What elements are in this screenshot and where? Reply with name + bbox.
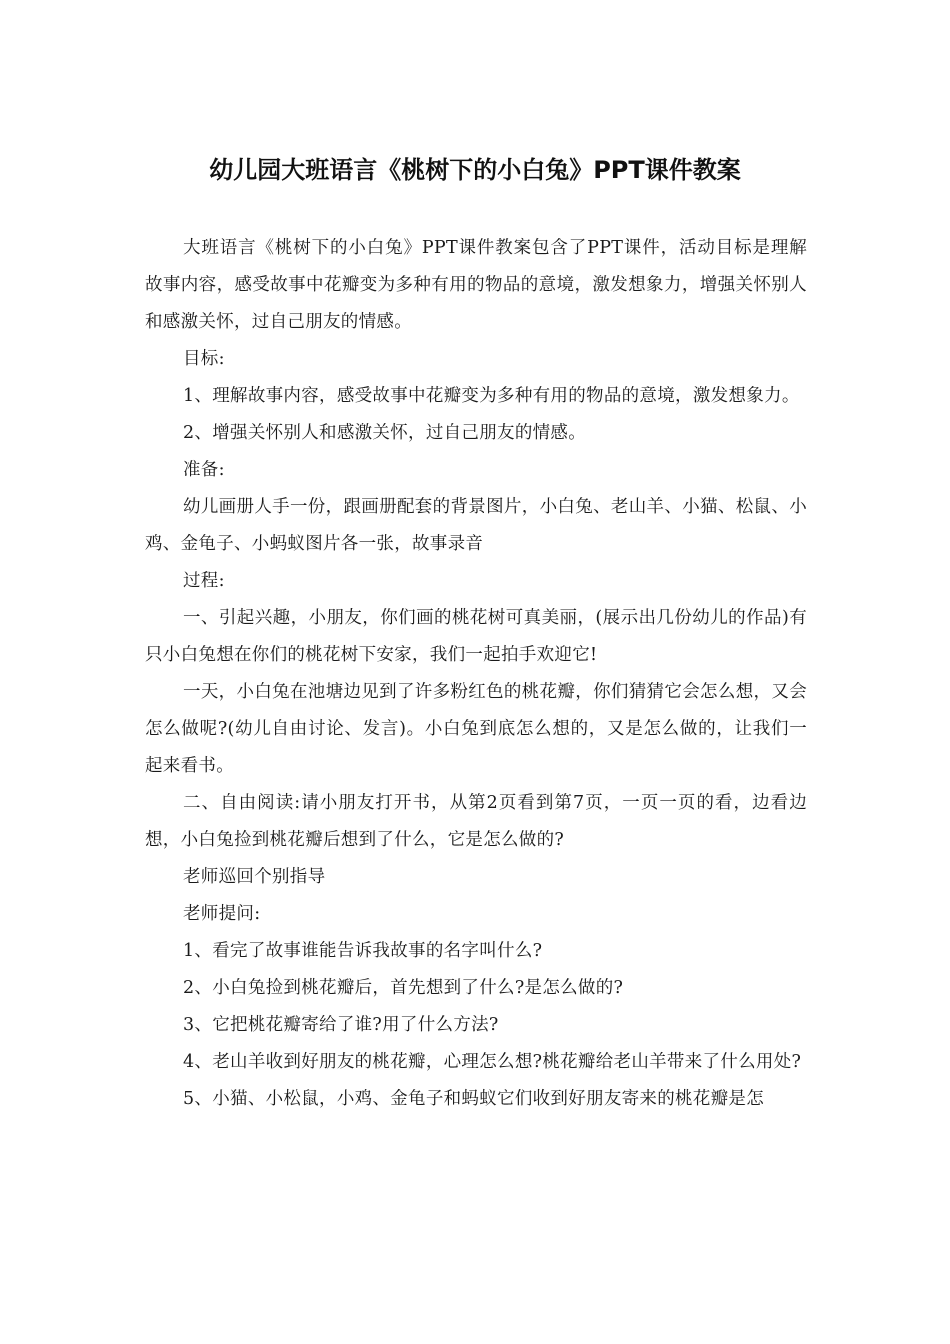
paragraph-step-2: 二、自由阅读:请小朋友打开书，从第2页看到第7页，一页一页的看，边看边想，小白兔捡到桃花瓣后想到了什么，它是怎么做的? xyxy=(145,793,807,850)
paragraph-goals-heading: 目标: xyxy=(183,349,225,369)
paragraph-goal-2: 2、增强关怀别人和感激关怀，过自己朋友的情感。 xyxy=(183,423,587,443)
paragraph-teacher-questions-heading: 老师提问: xyxy=(183,904,261,924)
paragraph-step-1: 一、引起兴趣，小朋友，你们画的桃花树可真美丽，(展示出几份幼儿的作品)有只小白兔想在你们的桃花树下安家，我们一起拍手欢迎它! xyxy=(145,608,807,665)
document-title: 幼儿园大班语言《桃树下的小白兔》PPT课件教案 xyxy=(209,156,741,184)
paragraph-question-5: 5、小猫、小松鼠，小鸡、金龟子和蚂蚁它们收到好朋友寄来的桃花瓣是怎 xyxy=(183,1089,765,1109)
paragraph-question-4: 4、老山羊收到好朋友的桃花瓣，心理怎么想?桃花瓣给老山羊带来了什么用处? xyxy=(183,1052,802,1072)
paragraph-preparation-heading: 准备: xyxy=(183,460,225,480)
paragraph-preparation: 幼儿画册人手一份，跟画册配套的背景图片，小白兔、老山羊、小猫、松鼠、小鸡、金龟子、小蚂蚁图片各一张，故事录音 xyxy=(145,497,807,554)
paragraph-teacher-guidance: 老师巡回个别指导 xyxy=(183,867,326,887)
paragraph-process-heading: 过程: xyxy=(183,571,225,591)
paragraph-goal-1: 1、理解故事内容，感受故事中花瓣变为多种有用的物品的意境，激发想象力。 xyxy=(183,386,800,406)
paragraph-question-2: 2、小白兔捡到桃花瓣后，首先想到了什么?是怎么做的? xyxy=(183,978,624,998)
paragraph-question-1: 1、看完了故事谁能告诉我故事的名字叫什么? xyxy=(183,941,543,961)
paragraph-question-3: 3、它把桃花瓣寄给了谁?用了什么方法? xyxy=(183,1015,499,1035)
paragraph-intro: 大班语言《桃树下的小白兔》PPT课件教案包含了PPT课件，活动目标是理解故事内容，感受故事中花瓣变为多种有用的物品的意境，激发想象力，增强关怀别人和感激关怀，过自己朋友的情感。 xyxy=(145,238,807,332)
paragraph-story-intro: 一天，小白兔在池塘边见到了许多粉红色的桃花瓣，你们猜猜它会怎么想，又会怎么做呢?(幼儿自由讨论、发言)。小白兔到底怎么想的，又是怎么做的，让我们一起来看书。 xyxy=(145,682,807,776)
document-body xyxy=(145,230,807,1118)
